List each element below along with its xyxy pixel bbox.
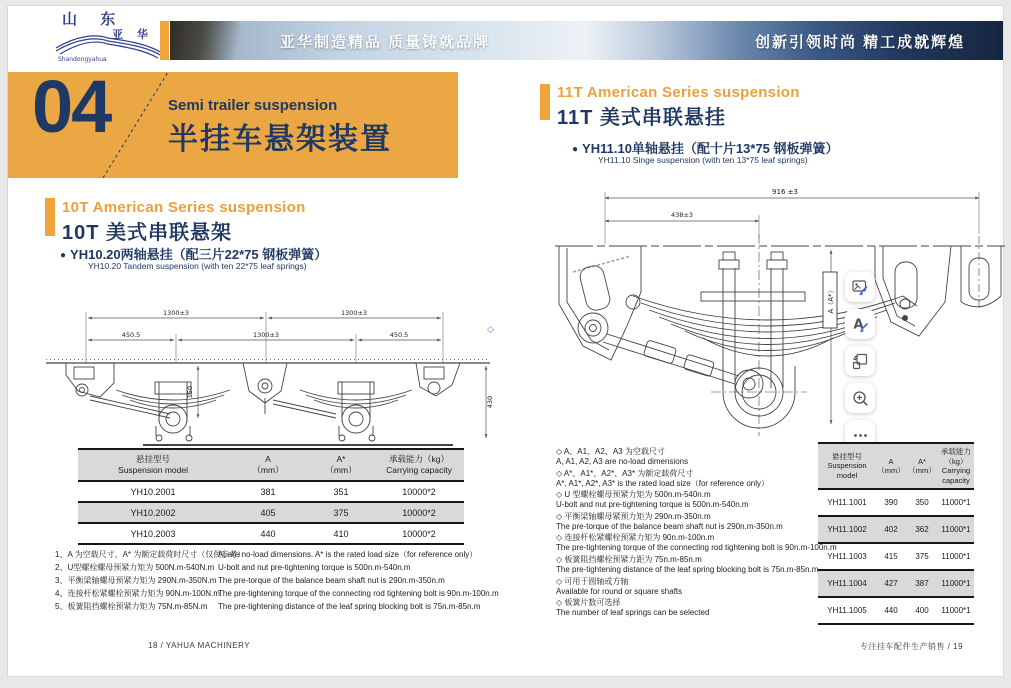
dim-label: 450.5 bbox=[389, 331, 409, 339]
note-en: The number of leaf springs can be selected bbox=[556, 608, 710, 618]
dim-label: 430 bbox=[486, 395, 494, 409]
note-en: A, A1, A2, A3 are no-load dimensions bbox=[556, 457, 689, 466]
note-pair bbox=[556, 447, 818, 467]
table-row: YH10.2002 405 375 10000*2 bbox=[78, 502, 464, 523]
table-row: YH10.2003 440 410 10000*2 bbox=[78, 523, 464, 544]
note-en: The pre-tightening torque of the connecting rod tightening bolt is 90n.m-100n.m bbox=[556, 543, 837, 553]
note-en: U-bolt and nut pre-tightening torque is 500n.m-540n.m bbox=[556, 500, 749, 510]
note-en: A*, A1*, A2*, A3* is the rated load size（for reference only） bbox=[556, 478, 770, 488]
bullet-icon: ● bbox=[572, 144, 579, 155]
banner-slogan-left: 亚华制造精品 质量铸就品牌 bbox=[280, 34, 491, 51]
dim-label: 916 ±3 bbox=[772, 188, 798, 196]
note-line: 2、U型螺栓螺母预紧力矩为 500N.m-540N.m bbox=[55, 563, 215, 572]
banner-accent-bar bbox=[160, 21, 169, 60]
note-zh: ◇ 连接杆松紧螺栓预紧力矩为 90n.m-100n.m bbox=[556, 533, 715, 543]
dim-label: 1300±3 bbox=[252, 331, 280, 339]
note-zh: ◇ 板簧片数可选择 bbox=[556, 598, 621, 608]
replace-image-icon bbox=[851, 352, 870, 371]
dim-label: 450.5 bbox=[121, 331, 141, 339]
left-heading-zh: 10T 美式串联悬架 bbox=[62, 222, 233, 244]
edit-text-button[interactable] bbox=[845, 309, 875, 339]
note-pair bbox=[556, 555, 818, 575]
badge-subtitle-en: Semi trailer suspension bbox=[168, 97, 338, 114]
banner-image bbox=[170, 21, 1003, 60]
zoom-in-button[interactable] bbox=[845, 383, 875, 413]
note-pair bbox=[556, 469, 818, 489]
note-zh: ◇ A、A1、A2、A3 为空载尺寸 bbox=[556, 447, 665, 456]
note-line: The pre-tightening distance of the leaf spring blocking bolt is 75n.m-85n.m bbox=[218, 602, 481, 611]
note-pair bbox=[556, 577, 818, 597]
note-line: The pre-tightening torque of the connecting rod tightening bolt is 90n.m-100n.m bbox=[218, 589, 499, 598]
note-en: Available for round or square shafts bbox=[556, 586, 683, 596]
right-heading-en: 11T American Series suspension bbox=[557, 84, 800, 101]
left-notes-en bbox=[218, 548, 499, 613]
left-spec-table bbox=[78, 448, 464, 545]
table-row: YH11.1002 402 362 11000*1 bbox=[818, 516, 974, 543]
section-number-badge bbox=[8, 65, 458, 178]
note-line: U-bolt and nut pre-tightening torque is 500n.m-540n.m bbox=[218, 563, 411, 572]
left-product-zh: YH10.20两轴悬挂（配三片22*75 钢板弹簧） bbox=[70, 247, 328, 262]
note-line: 1、A 为空载尺寸，A* 为额定载荷时尺寸（仅供参考） bbox=[55, 550, 246, 559]
edit-image-icon bbox=[851, 278, 870, 297]
left-heading-en: 10T American Series suspension bbox=[62, 199, 306, 216]
right-section-accent-bar bbox=[540, 84, 550, 120]
table-row: YH11.1001 390 350 11000*1 bbox=[818, 489, 974, 516]
note-zh: ◇ 板簧阻挡螺栓预紧力距为 75n.m-85n.m bbox=[556, 554, 702, 564]
note-pair bbox=[556, 512, 818, 532]
table-row: YH11.1005 440 400 11000*1 bbox=[818, 597, 974, 624]
note-zh: ◇ 可用于圆轴或方轴 bbox=[556, 576, 629, 586]
left-section-accent-bar bbox=[45, 198, 55, 236]
logo-zh-bottom: 亚 华 bbox=[112, 28, 153, 41]
replace-image-button[interactable] bbox=[845, 346, 875, 376]
note-pair bbox=[556, 598, 818, 618]
table-row: YH11.1004 427 387 11000*1 bbox=[818, 570, 974, 597]
right-heading-zh: 11T 美式串联悬挂 bbox=[557, 107, 726, 129]
right-spec-table bbox=[818, 442, 974, 625]
stray-mark: ◇ bbox=[487, 324, 494, 334]
svg-text:A: A bbox=[853, 317, 864, 332]
left-product-en: YH10.20 Tandem suspension (with ten 22*75 leaf springs) bbox=[88, 261, 307, 271]
note-line: 3、平衡梁轴螺母预紧力矩为 290N.m-350N.m bbox=[55, 576, 217, 585]
dim-label: 1300±3 bbox=[162, 309, 190, 317]
section-number: 04 bbox=[32, 65, 111, 148]
note-en: The pre-torque of the balance beam shaft nut is 290n.m-350n.m bbox=[556, 521, 783, 531]
note-line: 5、板簧阻挡螺栓预紧力矩为 75N.m-85N.m bbox=[55, 602, 208, 611]
table-header-row: 悬挂型号 Suspension model A （mm） A* （mm） 承载能力（kg） Carrying capacity bbox=[78, 449, 464, 481]
dim-label: 150 bbox=[186, 385, 194, 399]
note-line: 4、连接杆松紧螺栓预紧力矩为 90N.m-100N.m bbox=[55, 589, 220, 598]
right-product-en: YH11.10 Singe suspension (with ten 13*75 leaf springs) bbox=[598, 155, 808, 165]
dim-label-vertical: A（A*） bbox=[827, 286, 835, 314]
note-pair bbox=[556, 490, 818, 510]
edit-image-button[interactable] bbox=[845, 272, 875, 302]
company-logo bbox=[50, 8, 170, 63]
edit-text-icon bbox=[851, 315, 870, 334]
dim-label: 438±3 bbox=[671, 211, 693, 219]
table-row: YH11.1003 415 375 11000*1 bbox=[818, 543, 974, 570]
banner-slogan-right: 创新引领时尚 精工成就辉煌 bbox=[755, 34, 966, 51]
note-zh: ◇ A*、A1*、A2*、A3* 为额定载荷尺寸 bbox=[556, 468, 694, 478]
logo-en: Shandongyahua bbox=[58, 56, 107, 63]
note-line: A, are no-load dimensions. A* is the rated load size（for reference only） bbox=[218, 550, 478, 559]
note-line: The pre-torque of the balance beam shaft nut is 290n.m-350n.m bbox=[218, 576, 445, 585]
logo-swoosh-icon bbox=[50, 8, 170, 63]
note-en: The pre-tightening distance of the leaf spring blocking bolt is 75n.m-85n.m bbox=[556, 564, 819, 574]
bullet-icon: ● bbox=[60, 250, 67, 261]
banner-rock-decoration bbox=[170, 21, 240, 60]
badge-title-zh: 半挂车悬架装置 bbox=[168, 123, 392, 156]
page-number-left: 18 / YAHUA MACHINERY bbox=[148, 641, 251, 650]
note-pair bbox=[556, 533, 837, 553]
note-zh: ◇ 平衡梁轴螺母紧预力矩为 290n.m-350n.m bbox=[556, 511, 711, 521]
tandem-suspension-drawing bbox=[38, 288, 500, 450]
left-notes-zh bbox=[55, 548, 245, 613]
logo-zh-top: 山 东 bbox=[62, 10, 125, 28]
page-number-right: 专注挂车配件生产销售 / 19 bbox=[860, 642, 964, 651]
table-header-row: 悬挂型号 Suspension model A （mm） A* （mm） 承载能力 （kg） Carrying capacity bbox=[818, 443, 974, 489]
table-row: YH10.2001 381 351 10000*2 bbox=[78, 481, 464, 502]
note-zh: ◇ U 型螺栓螺母预紧力矩为 500n.m-540n.m bbox=[556, 490, 711, 500]
single-axle-suspension-drawing bbox=[553, 176, 1009, 442]
zoom-in-icon bbox=[851, 389, 870, 408]
right-notes-list bbox=[556, 447, 837, 620]
right-product-zh: YH11.10单轴悬挂（配十片13*75 钢板弹簧） bbox=[582, 141, 839, 156]
dim-label: 1300±3 bbox=[340, 309, 368, 317]
